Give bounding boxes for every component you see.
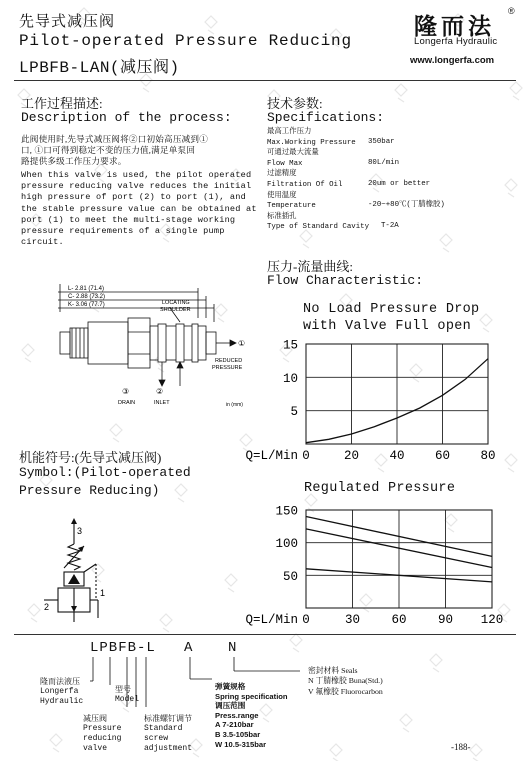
valve-body	[88, 322, 128, 364]
ordering-model-line: Model	[115, 695, 140, 704]
range-option-w: W 10.5-315bar	[215, 739, 267, 749]
watermark-mark	[440, 234, 452, 252]
x-tick-label: 60	[434, 449, 451, 463]
spec-label: Temperature	[267, 202, 316, 211]
symbol-heading-en-1: Symbol:(Pilot-operated	[19, 465, 191, 480]
x-tick-label: 120	[480, 613, 504, 627]
spring-cn: 弹簧规格	[215, 682, 246, 691]
hydraulic-symbol	[38, 518, 118, 628]
seal-heading: 密封材料 Seals	[308, 666, 358, 675]
curves-heading-cn: 压力-流量曲线:	[267, 259, 353, 274]
y-tick-label: 50	[282, 569, 298, 584]
port-2-label: ②	[156, 387, 164, 396]
spec-row	[267, 221, 517, 232]
spec-row	[267, 168, 517, 179]
process-cn-line: 口, ①口可得到稳定不变的压力值,满足单泵回	[21, 145, 196, 156]
hex-nut	[128, 318, 150, 368]
range-option-a: A 7-210bar	[215, 720, 254, 730]
y-tick-label: 5	[290, 405, 298, 420]
symbol-heading-cn: 机能符号:(先导式减压阀)	[19, 450, 162, 465]
x-tick-label: 0	[302, 613, 310, 627]
spec-label: 标准插孔	[267, 210, 297, 220]
drain-label: DRAIN	[118, 400, 136, 406]
x-tick-label: 90	[437, 613, 454, 627]
code-part-seal: N	[228, 640, 238, 656]
dim-l-label: L- 2.81 (71.4)	[68, 286, 105, 292]
inlet-label: INLET	[154, 400, 170, 406]
y-tick-label: 100	[275, 537, 298, 552]
watermark-mark	[400, 714, 412, 732]
x-tick-label: 30	[344, 613, 361, 627]
seal-option-v: V 氟橡胶 Fluorocarbon	[308, 686, 383, 696]
spec-label: 可通过最大流量	[267, 147, 319, 157]
registered-mark: ®	[508, 6, 515, 16]
watermark-mark	[395, 84, 407, 102]
x-axis-label: Q=L/Min	[245, 449, 298, 463]
process-heading-cn: 工作过程描述:	[21, 96, 103, 111]
watermark-mark	[300, 230, 312, 248]
port-1-label: ①	[238, 339, 246, 348]
spec-row	[267, 137, 517, 148]
chart1-subtitle: with Valve Full open	[303, 319, 472, 334]
ordering-seals	[308, 666, 383, 697]
unit-label: in (mm)	[226, 402, 243, 408]
spec-label: Type of Standard Cavity	[267, 223, 370, 232]
spec-label: Flow Max	[267, 159, 303, 168]
spec-row	[267, 158, 517, 169]
ordering-brand	[40, 677, 83, 707]
spec-row	[267, 200, 517, 211]
process-en-line: circuit.	[21, 237, 64, 248]
ordering-divider	[14, 634, 516, 635]
spec-row	[267, 190, 517, 201]
spec-value: 20um or better	[368, 179, 431, 188]
no-load-pressure-drop-chart	[236, 336, 526, 470]
page-number: -188-	[451, 742, 471, 752]
ordering-model	[115, 685, 139, 705]
watermark-mark	[290, 634, 302, 652]
y-tick-label: 15	[282, 338, 298, 353]
ordering-adjust-line: 标准螺钉调节	[144, 714, 192, 723]
x-tick-label: 0	[302, 449, 310, 463]
code-part-range: A	[184, 640, 194, 656]
shoulder-label: SHOULDER	[160, 307, 191, 313]
x-tick-label: 20	[343, 449, 360, 463]
watermark-mark	[175, 484, 187, 502]
ordering-brand-line: Longerfa	[40, 687, 79, 696]
ordering-adjust-line: Standard	[144, 724, 183, 733]
locating-label: LOCATING	[162, 300, 190, 306]
spec-label: 使用温度	[267, 189, 297, 199]
spec-value: -20~+80℃(丁腈橡胶)	[368, 201, 445, 210]
website: www.longerfa.com	[410, 55, 495, 66]
pressure-label: PRESSURE	[212, 365, 243, 371]
range-en: Press.range	[215, 710, 259, 720]
code-part-model: LPBFB-L	[90, 640, 156, 656]
spec-label: 最高工作压力	[267, 126, 312, 135]
specs-heading-en: Specifications:	[267, 110, 385, 125]
watermark-mark	[470, 744, 482, 761]
process-body-en	[21, 170, 261, 248]
title-en: Pilot-operated Pressure Reducing	[19, 32, 352, 50]
y-tick-label: 10	[282, 371, 298, 386]
process-cn-line: 路提供多级工作压力要求。	[21, 156, 127, 167]
spec-row	[267, 179, 517, 190]
curves-heading-en: Flow Characteristic:	[267, 273, 424, 288]
ordering-adjustment	[144, 714, 192, 754]
brand-logo	[404, 8, 522, 70]
ordering-adjust-line: screw	[144, 734, 169, 743]
ordering-valve-line: reducing	[83, 734, 122, 743]
model-title: LPBFB-LAN(减压阀)	[19, 59, 180, 77]
range-cn: 调压范围	[215, 701, 246, 711]
process-en-line: port (1) to meet the multi-stage working	[21, 214, 236, 225]
cartridge-tip	[206, 332, 216, 354]
spec-row	[267, 147, 517, 158]
spec-value: 80L/min	[368, 158, 400, 167]
watermark-mark	[110, 424, 122, 442]
x-tick-label: 80	[480, 449, 496, 463]
spec-row	[267, 126, 517, 137]
dim-c-label: C- 2.88 (73.2)	[68, 294, 106, 300]
chart1-title: No Load Pressure Drop	[303, 302, 480, 317]
seal-option-n: N 丁腈橡胶 Buna(Std.)	[308, 676, 383, 686]
y-tick-label: 150	[275, 504, 298, 519]
spec-label: Max.Working Pressure	[267, 138, 356, 147]
brand-en: Longerfa Hydraulic	[414, 36, 498, 47]
spec-label: 过滤精度	[267, 168, 297, 178]
watermark-mark	[510, 82, 522, 100]
ordering-valve-line: 减压阀	[83, 714, 107, 723]
spec-value: T-2A	[381, 222, 399, 231]
ordering-adjust-line: adjustment	[144, 744, 193, 753]
ordering-brand-line: 隆而法液压	[40, 677, 80, 686]
ordering-valve-line: Pressure	[83, 724, 122, 733]
spec-value: 350bar	[368, 137, 395, 146]
process-en-line: high pressure of port (2) to port (1), and	[21, 192, 246, 203]
specs-heading-cn: 技术参数:	[267, 96, 323, 111]
reduced-label: REDUCED	[215, 358, 243, 364]
watermark-mark	[160, 614, 172, 632]
process-heading-en: Description of the process:	[21, 110, 232, 125]
ordering-brand-line: Hydraulic	[40, 697, 84, 706]
watermark-mark	[330, 744, 342, 761]
spring-en: Spring specification	[215, 691, 288, 701]
cartridge-drawing	[20, 262, 260, 412]
header-divider	[14, 80, 516, 81]
specs-table	[267, 126, 517, 232]
process-en-line: the stable pressure value can be obtained at	[21, 203, 257, 214]
brand-cn: 隆而法	[414, 13, 495, 39]
symbol-port-2: 2	[44, 602, 50, 612]
adjust-knob	[60, 332, 70, 354]
watermark-mark	[480, 314, 492, 332]
lock-nut	[70, 328, 88, 358]
process-body-cn	[21, 134, 261, 168]
port-3-label: ③	[122, 387, 130, 396]
process-en-line: pressure reducing valve reduces the initial	[21, 181, 252, 192]
ordering-valve-line: valve	[83, 744, 108, 753]
symbol-port-3: 3	[77, 526, 83, 536]
ordering-spring-range	[215, 682, 288, 749]
chart2-title: Regulated Pressure	[304, 481, 456, 496]
spec-row	[267, 211, 517, 222]
ordering-model-line: 型号	[115, 685, 131, 694]
range-option-b: B 3.5-105bar	[215, 729, 261, 739]
ordering-valve-type	[83, 714, 121, 754]
symbol-port-1: 1	[100, 588, 106, 598]
watermark-mark	[50, 734, 62, 752]
title-cn: 先导式减压阀	[19, 14, 116, 30]
process-en-line: pressure requirements of a single pump	[21, 226, 225, 237]
spec-label: Filtration Of Oil	[267, 180, 343, 189]
symbol-heading-en-2: Pressure Reducing)	[19, 483, 160, 498]
x-tick-label: 60	[391, 613, 407, 627]
x-tick-label: 40	[389, 449, 405, 463]
regulated-pressure-chart	[236, 500, 526, 632]
x-axis-label: Q=L/Min	[245, 613, 298, 627]
process-cn-line: 此阀使用时,先导式减压阀将②口初始高压减到①	[21, 134, 209, 144]
process-en-line: When this valve is used, the pilot operated	[21, 170, 252, 180]
dim-k-label: K- 3.06 (77.7)	[68, 302, 105, 308]
